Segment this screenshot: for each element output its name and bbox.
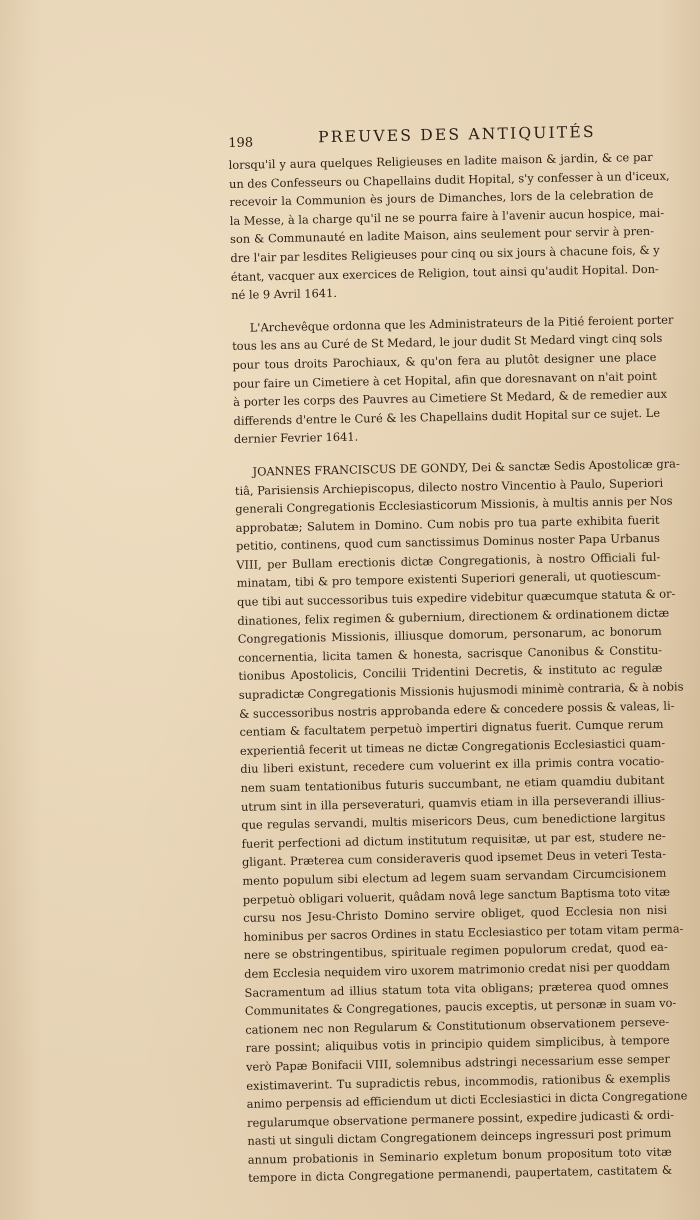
text-line: que regulas servandi, multis misericors Deus, cum benedictione largitus xyxy=(241,809,666,833)
page-number: 198 xyxy=(228,135,254,151)
text-line: utrum sint in illa perseveraturi, quamvis etiam in illa perseverandi illius- xyxy=(240,791,666,814)
text-line: la Messe, à la charge qu'il ne se pourra faire à l'avenir aucun hospice, mai- xyxy=(229,205,665,228)
text-line: étant, vacquer aux exercices de Religion, tout ainsi qu'audit Hopital. Don- xyxy=(230,261,659,284)
text-line: tionibus Apostolicis, Concilii Tridentini Decretis, & instituto ac regulæ xyxy=(238,661,663,684)
text-line: animo perpensis ad efficiendum ut dicti Ecclesiastici in dicta Congregatione xyxy=(246,1088,688,1111)
text-line: cationem nec non Regularum & Constitutionum observationem perseve- xyxy=(245,1014,670,1037)
text-line: JOANNES FRANCISCUS DE GONDY, Dei & sanctæ Sedis Apostolicæ gra- xyxy=(252,456,680,479)
text-line: regularumque observatione permanere possint, expedire judicasti & ordi- xyxy=(246,1107,675,1130)
paragraph-1 xyxy=(228,148,670,305)
text-line: generali Congregationis Ecclesiasticorum Missionis, à multis annis per Nos xyxy=(235,493,673,517)
running-head: PREUVES DES ANTIQUITÉS xyxy=(317,122,596,147)
text-line: minatam, tibi & pro tempore existenti Superiori generali, ut quotiescum- xyxy=(236,568,661,591)
text-line: tiâ, Parisiensis Archiepiscopus, dilecto nostro Vincentio à Paulo, Superiori xyxy=(234,475,664,498)
text-line: dem Ecclesia nequidem viro uxorem matrimonio credat nisi per quoddam xyxy=(244,958,671,981)
text-line: centiam & facultatem perpetuò impertiri dignatus fuerit. Cumque rerum xyxy=(239,716,664,740)
text-line: L'Archevêque ordonna que les Administrateurs de la Pitié feroient porter xyxy=(249,312,674,335)
book-page xyxy=(228,122,688,1188)
text-line: Congregationis Missionis, illiusque domorum, personarum, ac bonorum xyxy=(237,624,662,647)
paragraph-2 xyxy=(232,311,674,449)
text-line: hominibus per sacros Ordines in statu Ecclesiastico per totam vitam perma- xyxy=(243,921,684,944)
text-line: dinationes, felix regimen & gubernium, directionem & ordinationem dictæ xyxy=(237,605,670,628)
text-line: concernentia, licita tamen & honesta, sacrisque Canonibus & Constitu- xyxy=(237,642,663,665)
text-line: lorsqu'il y aura quelques Religieuses en ladite maison & jardin, & ce par xyxy=(228,149,653,172)
text-line: VIII, per Bullam erectionis dictæ Congregationis, à nostro Officiali ful- xyxy=(236,549,661,572)
text-line: son & Communauté en ladite Maison, ains seulement pour servir à pren- xyxy=(229,224,655,247)
text-line: & successoribus nostris approbanda edere & concedere possis & valeas, li- xyxy=(239,698,675,721)
text-line: approbatæ; Salutem in Domino. Cum nobis pro tua parte exhibita fuerit xyxy=(235,512,660,535)
text-line: pour faire un Cimetiere à cet Hopital, afin que doresnavant on n'ait point xyxy=(232,368,657,391)
text-line: petitio, continens, quod cum sanctissimus Dominus noster Papa Urbanus xyxy=(235,531,661,554)
text-line: que tibi aut successoribus tuis expedire videbitur quæcumque statuta & or- xyxy=(236,586,676,609)
text-line: un des Confesseurs ou Chapellains dudit Hopital, s'y confesser à un d'iceux, xyxy=(228,168,670,191)
text-line: Communitates & Congregationes, paucis exceptis, ut personæ in suam vo- xyxy=(244,995,677,1018)
text-line: recevoir la Communion ès jours de Dimanches, lors de la celebration de xyxy=(229,187,654,210)
text-line: dernier Fevrier 1641. xyxy=(233,429,359,447)
text-line: tous les ans au Curé de St Medard, le jour dudit St Medard vingt cinq sols xyxy=(232,331,663,354)
paragraph-3 xyxy=(234,455,688,1188)
text-line: perpetuò obligari voluerit, quâdam novâ lege sanctum Baptisma toto vitæ xyxy=(242,884,671,907)
text-line: gligant. Præterea cum consideraveris quod ipsemet Deus in veteri Testa- xyxy=(241,847,667,870)
text-line: nere se obstringentibus, spirituale regimen populorum credat, quod ea- xyxy=(243,940,668,963)
text-line: nem suam tentationibus futuris succumbant, ne etiam quamdiu dubitant xyxy=(240,772,665,795)
text-line: nasti ut singuli dictam Congregationem deinceps ingressuri post primum xyxy=(247,1125,672,1149)
text-line: fuerit perfectioni ad dictum institutum requisitæ, ut par est, studere ne- xyxy=(241,828,666,851)
text-line: existimaverint. Tu supradictis rebus, incommodis, rationibus & exemplis xyxy=(246,1070,671,1093)
text-line: diu liberi existunt, recedere cum voluerint ex illa primis contra vocatio- xyxy=(240,754,665,777)
text-line: annum probationis in Seminario expletum bonum propositum toto vitæ xyxy=(247,1144,672,1167)
text-line: cursu nos Jesu-Christo Domino servire obliget, quod Ecclesia non nisi xyxy=(242,902,668,926)
text-line: verò Papæ Bonifacii VIII, solemnibus adstringi necessarium esse semper xyxy=(245,1051,671,1074)
text-line: tempore in dicta Congregatione permanendi, paupertatem, castitatem & xyxy=(247,1163,673,1186)
text-line: Sacramentum ad illius statum tota vita obligans; præterea quod omnes xyxy=(244,977,669,1000)
text-line: supradictæ Congregationis Missionis hujusmodi minimè contraria, & à nobis xyxy=(238,679,684,702)
text-line: à porter les corps des Pauvres au Cimetiere St Medard, & de remedier aux xyxy=(233,386,668,410)
text-line: experientiâ fecerit ut timeas ne dictæ Congregationis Ecclesiastici quam- xyxy=(239,735,666,758)
text-line: dre l'air par lesdites Religieuses pour cinq ou six jours à chacune fois, & y xyxy=(230,242,660,265)
text-line: pour tous droits Parochiaux, & qu'on fera au plutôt designer une place xyxy=(232,349,657,372)
text-line: differends d'entre le Curé & les Chapellains dudit Hopital sur ce sujet. Le xyxy=(233,405,661,428)
text-line: rare possint; aliquibus votis in principio quidem simplicibus, à tempore xyxy=(245,1033,670,1056)
text-line: mento populum sibi electum ad legem suam servandam Circumcisionem xyxy=(242,865,667,888)
text-line: né le 9 Avril 1641. xyxy=(231,286,338,303)
